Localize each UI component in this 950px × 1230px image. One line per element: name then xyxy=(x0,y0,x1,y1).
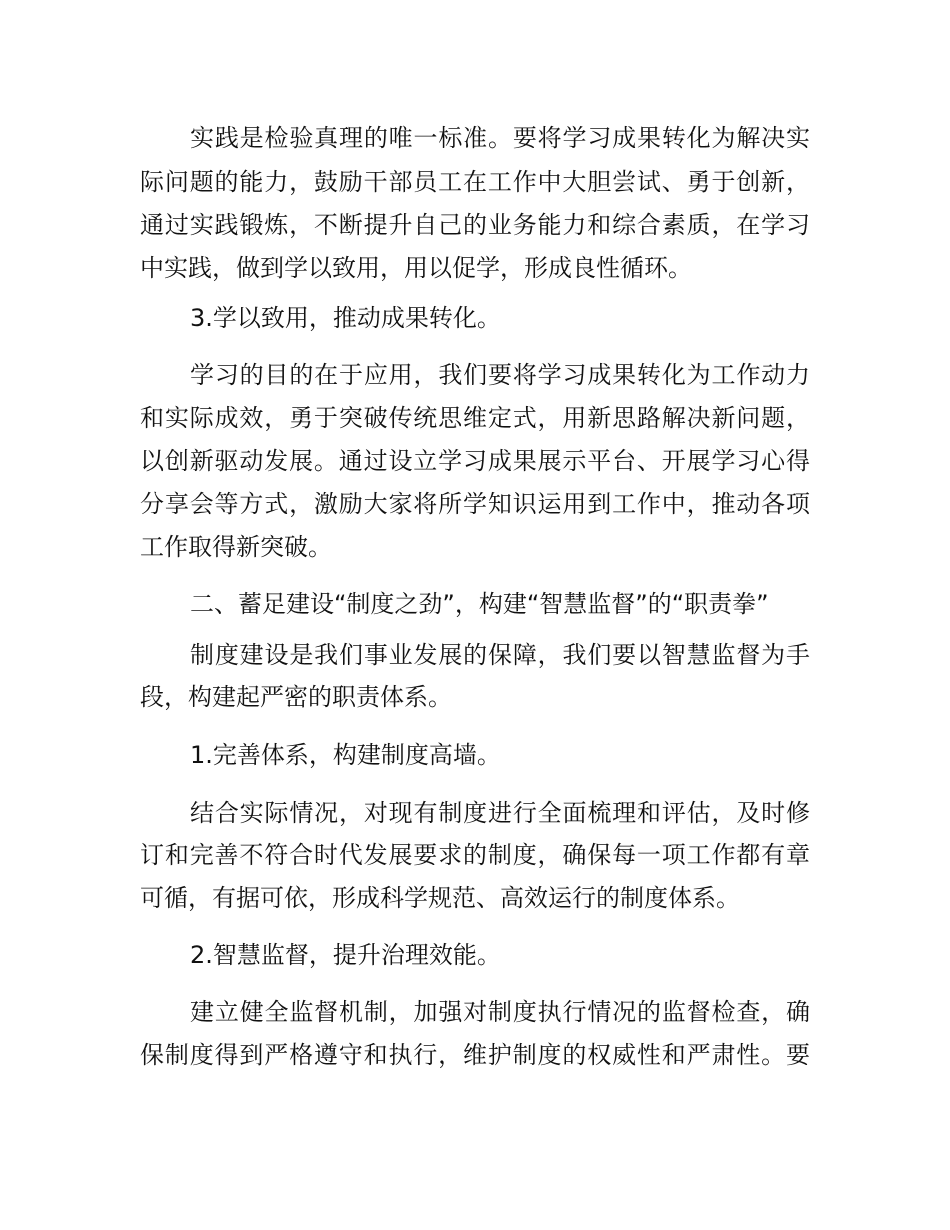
paragraph-line: 段，构建起严密的职责体系。 xyxy=(140,683,452,711)
paragraph-line: 订和完善不符合时代发展要求的制度，确保每一项工作都有章 xyxy=(140,841,810,869)
paragraph-line: 中实践，做到学以致用，用以促学，形成良性循环。 xyxy=(140,254,692,282)
paragraph-line: 学习的目的在于应用，我们要将学习成果转化为工作动力 xyxy=(190,361,810,389)
paragraph-line: 分享会等方式，激励大家将所学知识运用到工作中，推动各项 xyxy=(140,490,810,518)
section-heading: 1.完善体系，构建制度高墙。 xyxy=(190,741,501,769)
paragraph-line: 际问题的能力，鼓励干部员工在工作中大胆尝试、勇于创新， xyxy=(140,168,810,196)
chapter-heading: 二、蓄足建设“制度之劲”，构建“智慧监督”的“职责拳” xyxy=(190,590,769,618)
paragraph-line: 保制度得到严格遵守和执行，维护制度的权威性和严肃性。要 xyxy=(140,1041,810,1069)
paragraph-line: 以创新驱动发展。通过设立学习成果展示平台、开展学习心得 xyxy=(140,447,810,475)
paragraph-line: 建立健全监督机制，加强对制度执行情况的监督检查，确 xyxy=(190,998,810,1026)
paragraph-line: 工作取得新突破。 xyxy=(140,533,332,561)
paragraph-line: 实践是检验真理的唯一标准。要将学习成果转化为解决实 xyxy=(190,124,810,152)
section-heading: 3.学以致用，推动成果转化。 xyxy=(190,304,501,332)
paragraph-line: 可循，有据可依，形成科学规范、高效运行的制度体系。 xyxy=(140,884,740,912)
paragraph-line: 结合实际情况，对现有制度进行全面梳理和评估，及时修 xyxy=(190,799,810,827)
section-heading: 2.智慧监督，提升治理效能。 xyxy=(190,941,501,969)
paragraph-line: 制度建设是我们事业发展的保障，我们要以智慧监督为手 xyxy=(190,641,810,669)
paragraph-line: 和实际成效，勇于突破传统思维定式，用新思路解决新问题， xyxy=(140,404,810,432)
paragraph-line: 通过实践锻炼，不断提升自己的业务能力和综合素质，在学习 xyxy=(140,211,810,239)
